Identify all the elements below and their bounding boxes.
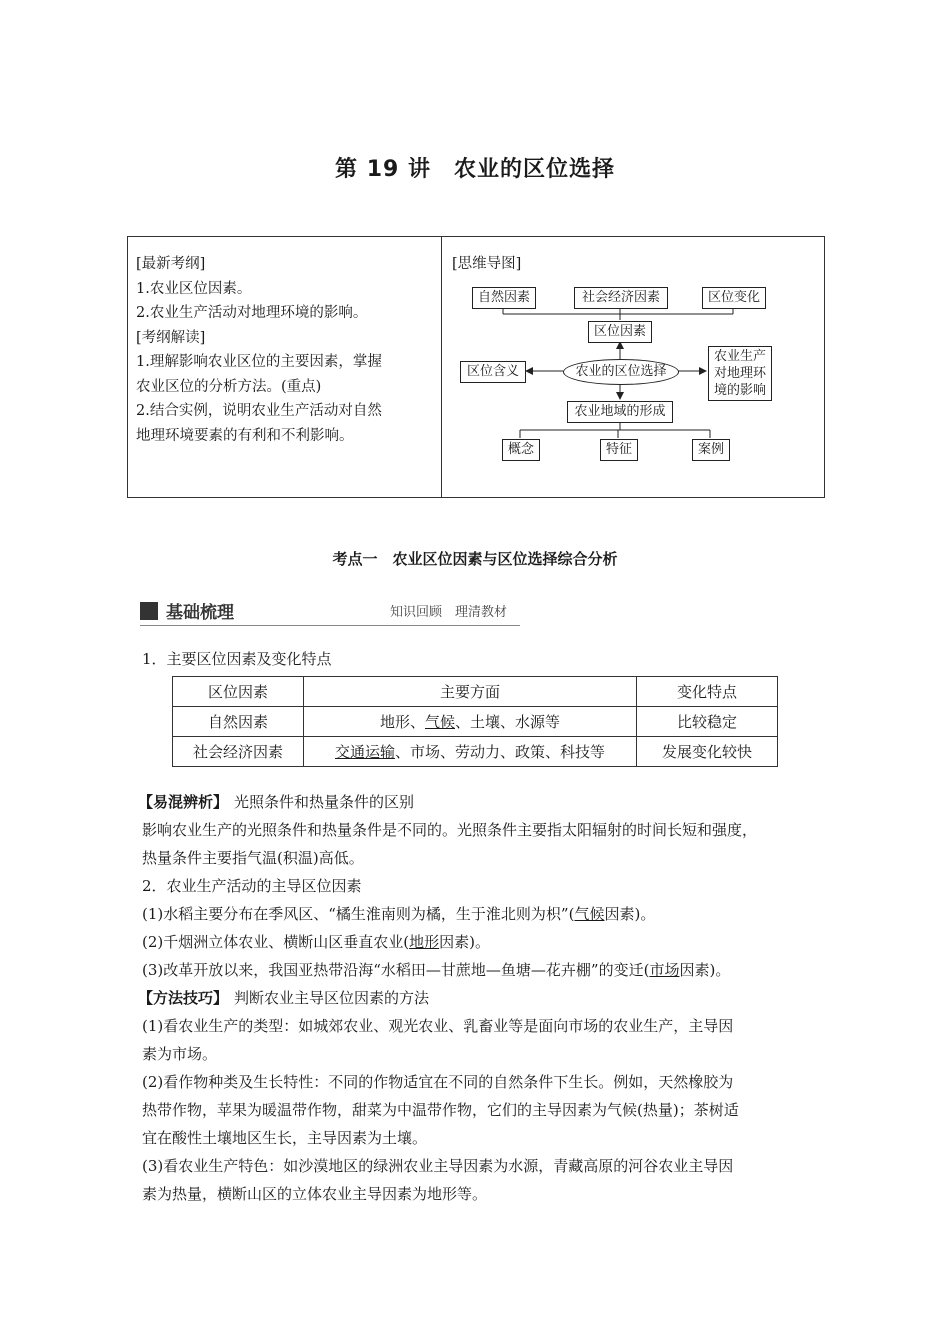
page-title: 第 19 讲 农业的区位选择 (335, 157, 615, 182)
syllabus-line: [最新考纲] (136, 256, 206, 272)
section-marker-icon (140, 602, 158, 620)
mindmap-heading: [思维导图] (452, 256, 522, 272)
impact-line: 对地理环 (713, 366, 766, 381)
node-region-formation: 农业地域的形成 (567, 401, 673, 423)
yihun-line: 影响农业生产的光照条件和热量条件是不同的。光照条件主要指太阳辐射的时间长短和强度， (142, 821, 758, 839)
fangfa-tag: 【方法技巧】 (138, 989, 229, 1007)
fangfa-line: (3)看农业生产特色：如沙漠地区的绿洲农业主导因素为水源，青藏高原的河谷农业主导因 (142, 1157, 734, 1175)
table-cell: 比较稳定 (637, 707, 778, 737)
fangfa-line: 素为市场。 (142, 1045, 218, 1063)
yihun-tag: 【易混辨析】 (138, 793, 229, 811)
node-location-meaning: 区位含义 (460, 361, 526, 383)
table-header: 区位因素 (173, 677, 304, 707)
syllabus-line: 2.农业生产活动对地理环境的影响。 (136, 305, 368, 321)
syllabus-line: 2.结合实例，说明农业生产活动对自然 (136, 403, 382, 419)
node-socioeconomic-factors: 社会经济因素 (574, 287, 668, 309)
node-location-change: 区位变化 (702, 287, 766, 309)
node-concept: 概念 (502, 439, 540, 461)
jichu-subtitle: 知识回顾 理清教材 (390, 605, 508, 620)
fangfa-line: (1)看农业生产的类型：如城郊农业、观光农业、乳畜业等是面向市场的农业生产，主导因 (142, 1017, 734, 1035)
yihun-heading (138, 788, 818, 816)
fangfa-line: 热带作物，苹果为暖温带作物，甜菜为中温带作物，它们的主导因素为气候(热量)；茶树适 (142, 1101, 739, 1119)
syllabus-line: 1.理解影响农业区位的主要因素，掌握 (136, 354, 382, 370)
jichu-label: 基础梳理 (166, 603, 234, 623)
fangfa-line: 素为热量，横断山区的立体农业主导因素为地形等。 (142, 1185, 488, 1203)
factor-item: (1)水稻主要分布在季风区、“橘生淮南则为橘，生于淮北则为枳”(气候因素)。 (142, 905, 656, 923)
syllabus-line: 地理环境要素的有利和不利影响。 (136, 427, 354, 444)
table-row (173, 737, 778, 767)
node-feature: 特征 (600, 439, 638, 461)
yihun-line: 热量条件主要指气温(积温)高低。 (142, 849, 364, 867)
node-location-factors: 区位因素 (588, 321, 652, 343)
syllabus-line: 农业区位的分析方法。(重点) (136, 378, 322, 395)
table-cell: 发展变化较快 (637, 737, 778, 767)
table-header: 主要方面 (304, 677, 637, 707)
table-cell: 社会经济因素 (173, 737, 304, 767)
impact-line: 农业生产 (713, 349, 766, 364)
factor-table (172, 676, 778, 767)
table-cell: 交通运输、市场、劳动力、政策、科技等 (304, 737, 637, 767)
node-environment-impact (708, 346, 772, 401)
syllabus-line: 1.农业区位因素。 (136, 280, 252, 297)
table-cell: 地形、气候、土壤、水源等 (304, 707, 637, 737)
box-divider (441, 237, 442, 497)
table-header-row (173, 677, 778, 707)
fangfa-line: (2)看作物种类及生长特性：不同的作物适宜在不同的自然条件下生长。例如，天然橡胶为 (142, 1073, 734, 1091)
table-row (173, 707, 778, 737)
node-case: 案例 (692, 439, 730, 461)
node-natural-factors: 自然因素 (472, 287, 536, 309)
node-center: 农业的区位选择 (563, 359, 679, 385)
syllabus-line: [考纲解读] (136, 329, 206, 346)
impact-line: 境的影响 (713, 383, 766, 398)
fangfa-heading (138, 984, 818, 1012)
factor-item: (3)改革开放以来，我国亚热带沿海“水稻田—甘蔗地—鱼塘—花卉棚”的变迁(市场因素)。 (142, 961, 731, 979)
syllabus-panel (136, 252, 436, 448)
table-header: 变化特点 (637, 677, 778, 707)
jichu-bar (140, 598, 520, 628)
heading-2: 2．农业生产活动的主导区位因素 (142, 877, 362, 895)
jichu-underline (140, 625, 520, 626)
heading-1: 1．主要区位因素及变化特点 (142, 650, 332, 668)
factor-item: (2)千烟洲立体农业、横断山区垂直农业(地形因素)。 (142, 933, 490, 951)
yihun-title: 光照条件和热量条件的区别 (234, 793, 415, 811)
fangfa-title: 判断农业主导区位因素的方法 (234, 989, 430, 1007)
section-title: 考点一 农业区位因素与区位选择综合分析 (332, 550, 618, 568)
mindmap (450, 278, 780, 468)
table-cell: 自然因素 (173, 707, 304, 737)
fangfa-line: 宜在酸性土壤地区生长，主导因素为土壤。 (142, 1129, 428, 1147)
